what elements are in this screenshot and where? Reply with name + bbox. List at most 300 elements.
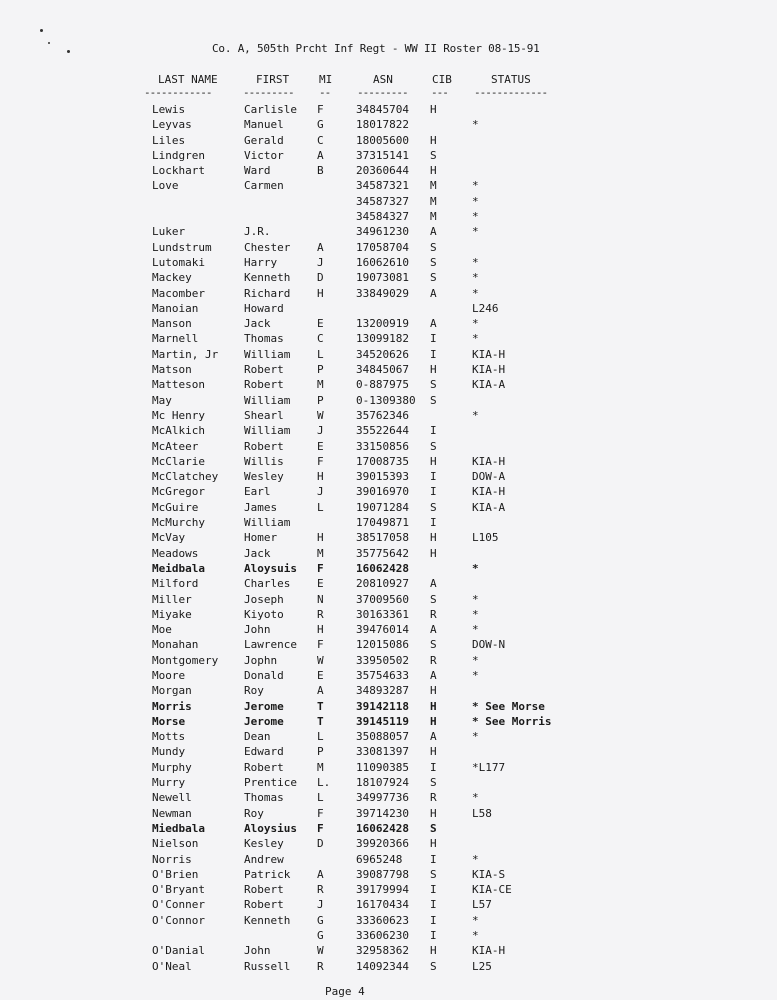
table-row bbox=[0, 102, 777, 117]
header-last-name: LAST NAME bbox=[158, 73, 218, 86]
cell-cib: S bbox=[430, 148, 437, 162]
cell-last: Love bbox=[152, 179, 179, 193]
cell-last: Lockhart bbox=[152, 164, 205, 178]
cell-mi: H bbox=[317, 623, 324, 637]
cell-asn: 16170434 bbox=[356, 898, 409, 912]
cell-first: Gerald bbox=[244, 133, 284, 147]
cell-status: * bbox=[472, 730, 479, 744]
cell-last: Leyvas bbox=[152, 118, 192, 132]
cell-last: Liles bbox=[152, 133, 186, 147]
cell-last: Murry bbox=[152, 776, 186, 790]
cell-cib: I bbox=[430, 852, 437, 866]
table-row bbox=[0, 744, 777, 759]
table-row bbox=[0, 668, 777, 683]
cell-status: * bbox=[472, 852, 479, 866]
cell-last: Norris bbox=[152, 852, 192, 866]
table-row bbox=[0, 836, 777, 851]
cell-cib: S bbox=[430, 439, 437, 453]
cell-cib: I bbox=[430, 424, 437, 438]
cell-asn: 17049871 bbox=[356, 516, 409, 530]
cell-asn: 35754633 bbox=[356, 668, 409, 682]
cell-status: KIA-A bbox=[472, 378, 506, 392]
cell-mi: L bbox=[317, 791, 324, 805]
cell-mi: R bbox=[317, 959, 324, 973]
cell-status: * bbox=[472, 210, 479, 224]
cell-last: Morgan bbox=[152, 684, 192, 698]
table-row bbox=[0, 484, 777, 499]
cell-cib: I bbox=[430, 485, 437, 499]
cell-status: * bbox=[472, 607, 479, 621]
cell-status: KIA-H bbox=[472, 454, 506, 468]
cell-status: KIA-H bbox=[472, 485, 506, 499]
cell-asn: 11090385 bbox=[356, 760, 409, 774]
cell-last: O'Bryant bbox=[152, 883, 205, 897]
cell-mi: A bbox=[317, 684, 324, 698]
cell-mi: G bbox=[317, 929, 324, 943]
table-row bbox=[0, 852, 777, 867]
cell-cib: A bbox=[430, 317, 437, 331]
cell-cib: H bbox=[430, 684, 437, 698]
cell-last: Mc Henry bbox=[152, 408, 205, 422]
cell-last: Meadows bbox=[152, 546, 199, 560]
cell-cib: A bbox=[430, 730, 437, 744]
cell-asn: 34997736 bbox=[356, 791, 409, 805]
cell-asn: 33081397 bbox=[356, 745, 409, 759]
cell-mi: C bbox=[317, 332, 324, 346]
cell-mi: P bbox=[317, 393, 324, 407]
cell-cib: A bbox=[430, 286, 437, 300]
cell-last: Morris bbox=[152, 699, 192, 713]
cell-last: Newell bbox=[152, 791, 192, 805]
cell-first: Earl bbox=[244, 485, 271, 499]
cell-cib: R bbox=[430, 653, 437, 667]
cell-mi: P bbox=[317, 363, 324, 377]
table-row bbox=[0, 133, 777, 148]
cell-status: * bbox=[472, 929, 479, 943]
cell-asn: 33606230 bbox=[356, 929, 409, 943]
cell-asn: 39015393 bbox=[356, 470, 409, 484]
cell-last: Miedbala bbox=[152, 821, 205, 835]
cell-mi: C bbox=[317, 133, 324, 147]
cell-asn: 39087798 bbox=[356, 867, 409, 881]
cell-mi: M bbox=[317, 378, 324, 392]
page-title: Co. A, 505th Prcht Inf Regt - WW II Roster 08-15-91 bbox=[212, 42, 540, 55]
cell-asn: 33950502 bbox=[356, 653, 409, 667]
table-row bbox=[0, 515, 777, 530]
cell-cib: H bbox=[430, 531, 437, 545]
cell-cib: S bbox=[430, 638, 437, 652]
cell-cib: I bbox=[430, 913, 437, 927]
cell-first: Shearl bbox=[244, 408, 284, 422]
cell-asn: 14092344 bbox=[356, 959, 409, 973]
cell-first: William bbox=[244, 393, 291, 407]
cell-asn: 17008735 bbox=[356, 454, 409, 468]
cell-status: L58 bbox=[472, 806, 492, 820]
cell-cib: I bbox=[430, 760, 437, 774]
cell-cib: H bbox=[430, 454, 437, 468]
cell-first: Chester bbox=[244, 240, 291, 254]
cell-mi: A bbox=[317, 867, 324, 881]
cell-cib: I bbox=[430, 929, 437, 943]
scan-speck bbox=[40, 29, 43, 32]
cell-status: * bbox=[472, 194, 479, 208]
table-row bbox=[0, 178, 777, 193]
cell-mi: F bbox=[317, 821, 324, 835]
cell-asn: 16062428 bbox=[356, 561, 409, 575]
cell-cib: R bbox=[430, 607, 437, 621]
cell-mi: M bbox=[317, 760, 324, 774]
cell-first: Howard bbox=[244, 301, 284, 315]
cell-first: Jack bbox=[244, 546, 271, 560]
cell-mi: A bbox=[317, 148, 324, 162]
cell-asn: 39179994 bbox=[356, 883, 409, 897]
cell-asn: 39476014 bbox=[356, 623, 409, 637]
table-row bbox=[0, 882, 777, 897]
table-row bbox=[0, 301, 777, 316]
cell-status: * bbox=[472, 179, 479, 193]
cell-first: Carmen bbox=[244, 179, 284, 193]
cell-first: Roy bbox=[244, 806, 264, 820]
cell-last: O'Neal bbox=[152, 959, 192, 973]
cell-asn: 18005600 bbox=[356, 133, 409, 147]
cell-asn: 33150856 bbox=[356, 439, 409, 453]
cell-mi: F bbox=[317, 561, 324, 575]
cell-asn: 39142118 bbox=[356, 699, 409, 713]
cell-cib: S bbox=[430, 959, 437, 973]
cell-last: Martin, Jr bbox=[152, 347, 219, 361]
table-row bbox=[0, 148, 777, 163]
cell-status: * bbox=[472, 623, 479, 637]
cell-asn: 39714230 bbox=[356, 806, 409, 820]
cell-mi: H bbox=[317, 531, 324, 545]
cell-first: Harry bbox=[244, 255, 278, 269]
table-row bbox=[0, 393, 777, 408]
cell-first: Lawrence bbox=[244, 638, 297, 652]
cell-last: McMurchy bbox=[152, 516, 205, 530]
cell-mi: F bbox=[317, 454, 324, 468]
cell-first: Joseph bbox=[244, 592, 284, 606]
cell-status: * bbox=[472, 913, 479, 927]
table-row bbox=[0, 347, 777, 362]
cell-asn: 39920366 bbox=[356, 837, 409, 851]
cell-mi: T bbox=[317, 699, 324, 713]
cell-status: KIA-A bbox=[472, 500, 506, 514]
cell-last: McGregor bbox=[152, 485, 205, 499]
cell-cib: S bbox=[430, 776, 437, 790]
header-rule-mi: -- bbox=[319, 86, 331, 99]
cell-asn: 0-1309380 bbox=[356, 393, 416, 407]
cell-cib: A bbox=[430, 225, 437, 239]
cell-asn: 19073081 bbox=[356, 271, 409, 285]
table-row bbox=[0, 714, 777, 729]
cell-status: * bbox=[472, 255, 479, 269]
cell-asn: 39145119 bbox=[356, 714, 409, 728]
table-row bbox=[0, 821, 777, 836]
cell-asn: 35088057 bbox=[356, 730, 409, 744]
cell-last: Lewis bbox=[152, 103, 186, 116]
table-row bbox=[0, 377, 777, 392]
cell-status: L246 bbox=[472, 301, 499, 315]
header-rule-cib: --- bbox=[431, 86, 448, 99]
cell-first: Carlisle bbox=[244, 103, 297, 116]
cell-asn: 18107924 bbox=[356, 776, 409, 790]
cell-asn: 37315141 bbox=[356, 148, 409, 162]
cell-status: * bbox=[472, 592, 479, 606]
cell-last: Miyake bbox=[152, 607, 192, 621]
cell-asn: 33849029 bbox=[356, 286, 409, 300]
cell-first: Jerome bbox=[244, 714, 284, 728]
cell-cib: M bbox=[430, 210, 437, 224]
cell-first: Robert bbox=[244, 378, 284, 392]
page-number: Page 4 bbox=[325, 985, 365, 998]
cell-mi: T bbox=[317, 714, 324, 728]
cell-status: * bbox=[472, 561, 479, 575]
cell-cib: I bbox=[430, 883, 437, 897]
cell-first: Robert bbox=[244, 760, 284, 774]
cell-asn: 38517058 bbox=[356, 531, 409, 545]
cell-mi: E bbox=[317, 668, 324, 682]
cell-status: KIA-H bbox=[472, 944, 506, 958]
table-row bbox=[0, 653, 777, 668]
table-row bbox=[0, 194, 777, 209]
table-row bbox=[0, 790, 777, 805]
cell-mi: F bbox=[317, 638, 324, 652]
table-row bbox=[0, 255, 777, 270]
cell-first: Manuel bbox=[244, 118, 284, 132]
cell-first: Jack bbox=[244, 317, 271, 331]
cell-asn: 17058704 bbox=[356, 240, 409, 254]
cell-cib: I bbox=[430, 332, 437, 346]
cell-mi: D bbox=[317, 837, 324, 851]
cell-asn: 34520626 bbox=[356, 347, 409, 361]
table-row bbox=[0, 286, 777, 301]
cell-cib: S bbox=[430, 255, 437, 269]
cell-status: * bbox=[472, 271, 479, 285]
cell-asn: 37009560 bbox=[356, 592, 409, 606]
cell-mi: E bbox=[317, 577, 324, 591]
table-row bbox=[0, 729, 777, 744]
cell-first: Homer bbox=[244, 531, 278, 545]
cell-last: O'Connor bbox=[152, 913, 205, 927]
cell-cib: A bbox=[430, 623, 437, 637]
cell-cib: H bbox=[430, 363, 437, 377]
cell-asn: 12015086 bbox=[356, 638, 409, 652]
cell-mi: D bbox=[317, 271, 324, 285]
cell-first: Jophn bbox=[244, 653, 278, 667]
cell-cib: S bbox=[430, 393, 437, 407]
cell-mi: G bbox=[317, 118, 324, 132]
cell-last: Manson bbox=[152, 317, 192, 331]
cell-first: Robert bbox=[244, 898, 284, 912]
table-row bbox=[0, 316, 777, 331]
cell-mi: W bbox=[317, 944, 324, 958]
cell-cib: I bbox=[430, 898, 437, 912]
cell-first: Willis bbox=[244, 454, 284, 468]
cell-first: Thomas bbox=[244, 791, 284, 805]
cell-status: * bbox=[472, 225, 479, 239]
cell-first: Edward bbox=[244, 745, 284, 759]
cell-mi: L bbox=[317, 730, 324, 744]
cell-cib: H bbox=[430, 699, 437, 713]
cell-mi: F bbox=[317, 806, 324, 820]
cell-first: Ward bbox=[244, 164, 271, 178]
cell-mi: F bbox=[317, 103, 324, 116]
cell-first: Charles bbox=[244, 577, 291, 591]
header-rule-last: ------------ bbox=[144, 86, 212, 99]
table-row bbox=[0, 622, 777, 637]
cell-asn: 35775642 bbox=[356, 546, 409, 560]
cell-first: Richard bbox=[244, 286, 291, 300]
cell-first: Roy bbox=[244, 684, 264, 698]
cell-last: Motts bbox=[152, 730, 186, 744]
cell-last: O'Danial bbox=[152, 944, 205, 958]
cell-cib: S bbox=[430, 821, 437, 835]
cell-status: KIA-H bbox=[472, 363, 506, 377]
cell-last: Lindgren bbox=[152, 148, 205, 162]
table-row bbox=[0, 439, 777, 454]
cell-last: O'Conner bbox=[152, 898, 205, 912]
cell-asn: 30163361 bbox=[356, 607, 409, 621]
cell-asn: 32958362 bbox=[356, 944, 409, 958]
cell-last: Lundstrum bbox=[152, 240, 212, 254]
cell-status: KIA-H bbox=[472, 347, 506, 361]
cell-last: Mackey bbox=[152, 271, 192, 285]
cell-status: * bbox=[472, 286, 479, 300]
table-row bbox=[0, 928, 777, 943]
table-row bbox=[0, 240, 777, 255]
table-row bbox=[0, 943, 777, 958]
cell-asn: 19071284 bbox=[356, 500, 409, 514]
table-row bbox=[0, 454, 777, 469]
cell-first: William bbox=[244, 347, 291, 361]
cell-mi: W bbox=[317, 653, 324, 667]
table-row bbox=[0, 760, 777, 775]
table-row bbox=[0, 331, 777, 346]
header-asn: ASN bbox=[373, 73, 393, 86]
cell-status: * bbox=[472, 408, 479, 422]
cell-first: J.R. bbox=[244, 225, 271, 239]
cell-mi: W bbox=[317, 408, 324, 422]
table-row bbox=[0, 362, 777, 377]
cell-status: L57 bbox=[472, 898, 492, 912]
cell-last: Matson bbox=[152, 363, 192, 377]
cell-mi: J bbox=[317, 255, 324, 269]
cell-cib: S bbox=[430, 378, 437, 392]
cell-status: KIA-S bbox=[472, 867, 506, 881]
cell-status: * bbox=[472, 653, 479, 667]
cell-mi: L. bbox=[317, 776, 331, 790]
cell-first: Patrick bbox=[244, 867, 291, 881]
cell-mi: R bbox=[317, 607, 324, 621]
cell-last: Murphy bbox=[152, 760, 192, 774]
cell-mi: B bbox=[317, 164, 324, 178]
cell-last: Lutomaki bbox=[152, 255, 205, 269]
cell-first: Aloysuis bbox=[244, 561, 297, 575]
cell-mi: M bbox=[317, 546, 324, 560]
cell-mi: H bbox=[317, 286, 324, 300]
cell-first: John bbox=[244, 944, 271, 958]
scan-speck bbox=[67, 50, 70, 53]
cell-mi: L bbox=[317, 347, 324, 361]
cell-first: Andrew bbox=[244, 852, 284, 866]
cell-asn: 35522644 bbox=[356, 424, 409, 438]
cell-asn: 34587321 bbox=[356, 179, 409, 193]
cell-asn: 20360644 bbox=[356, 164, 409, 178]
cell-cib: A bbox=[430, 668, 437, 682]
table-row bbox=[0, 607, 777, 622]
table-row bbox=[0, 592, 777, 607]
cell-last: McAteer bbox=[152, 439, 199, 453]
cell-cib: S bbox=[430, 271, 437, 285]
header-rule-first: --------- bbox=[243, 86, 294, 99]
cell-last: O'Brien bbox=[152, 867, 199, 881]
cell-first: Robert bbox=[244, 883, 284, 897]
cell-status: * bbox=[472, 332, 479, 346]
table-row bbox=[0, 637, 777, 652]
cell-mi: N bbox=[317, 592, 324, 606]
cell-mi: E bbox=[317, 317, 324, 331]
cell-last: Newman bbox=[152, 806, 192, 820]
cell-first: Aloysius bbox=[244, 821, 297, 835]
header-cib: CIB bbox=[432, 73, 452, 86]
cell-status: * bbox=[472, 317, 479, 331]
cell-last: Morse bbox=[152, 714, 186, 728]
scan-speck bbox=[48, 42, 50, 44]
cell-last: McGuire bbox=[152, 500, 199, 514]
table-row bbox=[0, 546, 777, 561]
cell-cib: H bbox=[430, 103, 437, 116]
header-rule-asn: --------- bbox=[357, 86, 408, 99]
cell-status: * See Morris bbox=[472, 714, 552, 728]
cell-mi: J bbox=[317, 898, 324, 912]
cell-asn: 39016970 bbox=[356, 485, 409, 499]
cell-first: Victor bbox=[244, 148, 284, 162]
cell-mi: P bbox=[317, 745, 324, 759]
cell-mi: E bbox=[317, 439, 324, 453]
table-row bbox=[0, 806, 777, 821]
cell-last: Manoian bbox=[152, 301, 199, 315]
cell-last: McClatchey bbox=[152, 470, 219, 484]
cell-first: Prentice bbox=[244, 776, 297, 790]
table-row bbox=[0, 683, 777, 698]
cell-first: Donald bbox=[244, 668, 284, 682]
cell-asn: 16062428 bbox=[356, 821, 409, 835]
table-row bbox=[0, 408, 777, 423]
cell-asn: 35762346 bbox=[356, 408, 409, 422]
cell-asn: 34961230 bbox=[356, 225, 409, 239]
cell-mi: H bbox=[317, 470, 324, 484]
cell-cib: H bbox=[430, 745, 437, 759]
roster-table bbox=[0, 102, 777, 974]
cell-last: Moore bbox=[152, 668, 186, 682]
table-row bbox=[0, 959, 777, 974]
cell-status: L105 bbox=[472, 531, 499, 545]
table-row bbox=[0, 117, 777, 132]
cell-asn: 18017822 bbox=[356, 118, 409, 132]
cell-first: Wesley bbox=[244, 470, 284, 484]
cell-last: Macomber bbox=[152, 286, 205, 300]
cell-cib: S bbox=[430, 240, 437, 254]
cell-asn: 34587327 bbox=[356, 194, 409, 208]
table-row bbox=[0, 561, 777, 576]
cell-cib: H bbox=[430, 806, 437, 820]
cell-last: McVay bbox=[152, 531, 186, 545]
cell-last: May bbox=[152, 393, 172, 407]
cell-mi: G bbox=[317, 913, 324, 927]
table-row bbox=[0, 530, 777, 545]
cell-first: Kesley bbox=[244, 837, 284, 851]
cell-mi: J bbox=[317, 424, 324, 438]
